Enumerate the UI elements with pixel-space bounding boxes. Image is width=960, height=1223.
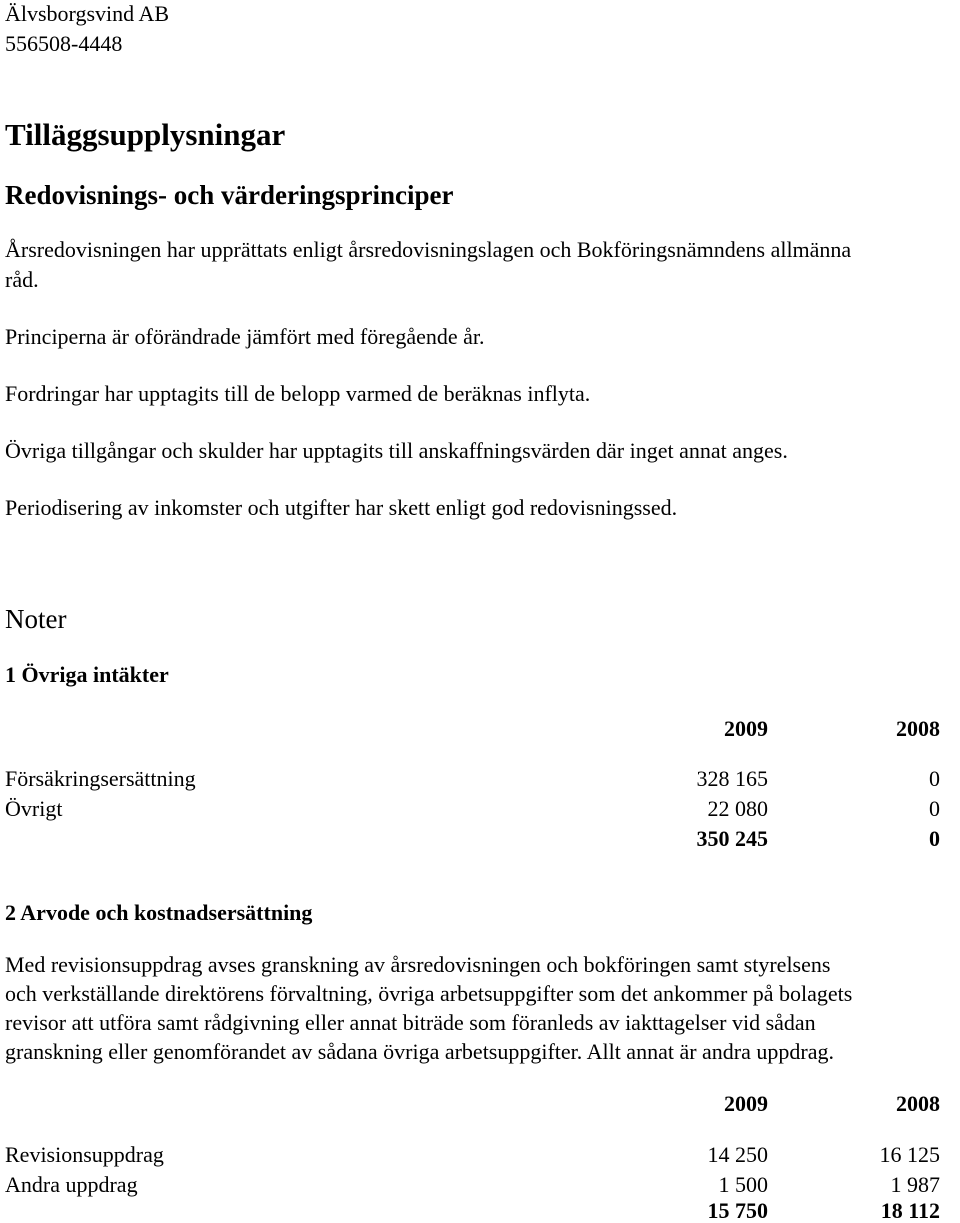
- note2-paragraph-line: revisor att utföra samt rådgivning eller annat biträde som föranleds av iakttagelser vid sådan: [5, 1010, 816, 1035]
- note1-row-value-2008: 0: [929, 766, 940, 791]
- principles-line-1: Årsredovisningen har upprättats enligt årsredovisningslagen och Bokföringsnämndens allmänna: [5, 237, 852, 262]
- note2-row-value-2009: 14 250: [707, 1142, 768, 1167]
- note1-row-value-2009: 328 165: [696, 766, 768, 791]
- note2-heading: 2 Arvode och kostnadsersättning: [5, 900, 313, 925]
- notes-heading: Noter: [5, 604, 67, 634]
- note2-row-value-2009: 1 500: [718, 1172, 768, 1197]
- note2-total-2008: 18 112: [880, 1198, 940, 1223]
- note1-col-2008: 2008: [896, 716, 940, 741]
- principles-line-2: Principerna är oförändrade jämfört med föregående år.: [5, 324, 485, 349]
- note1-row-label: Övrigt: [5, 796, 63, 821]
- page-title: Tilläggsupplysningar: [5, 117, 286, 152]
- note2-row-value-2008: 16 125: [879, 1142, 940, 1167]
- principles-heading: Redovisnings- och värderingsprinciper: [5, 180, 454, 210]
- note1-row-value-2008: 0: [929, 796, 940, 821]
- note1-row-label: Försäkringsersättning: [5, 766, 196, 791]
- note2-col-2009: 2009: [724, 1091, 768, 1116]
- principles-line-1b: råd.: [5, 267, 39, 292]
- principles-line-3: Fordringar har upptagits till de belopp varmed de beräknas inflyta.: [5, 381, 591, 406]
- note2-row-value-2008: 1 987: [890, 1172, 940, 1197]
- note2-total-2009: 15 750: [707, 1198, 768, 1223]
- note1-total-2008: 0: [929, 826, 940, 851]
- note1-col-2009: 2009: [724, 716, 768, 741]
- company-name: Älvsborgsvind AB: [5, 1, 170, 26]
- note1-row-value-2009: 22 080: [707, 796, 768, 821]
- note2-paragraph-line: Med revisionsuppdrag avses granskning av årsredovisningen och bokföringen samt styrelsens: [5, 952, 831, 977]
- principles-line-5: Periodisering av inkomster och utgifter har skett enligt god redovisningssed.: [5, 495, 678, 520]
- principles-line-4: Övriga tillgångar och skulder har upptagits till anskaffningsvärden där inget annat anges.: [5, 438, 788, 463]
- note1-total-2009: 350 245: [696, 826, 768, 851]
- note2-paragraph-line: granskning eller genomförandet av sådana övriga arbetsuppgifter. Allt annat är andra uppdrag.: [5, 1039, 834, 1064]
- note2-col-2008: 2008: [896, 1091, 940, 1116]
- org-number: 556508-4448: [5, 31, 123, 56]
- note2-paragraph-line: och verkställande direktörens förvaltning, övriga arbetsuppgifter som det ankommer på bolagets: [5, 981, 853, 1006]
- note2-row-label: Andra uppdrag: [5, 1172, 138, 1197]
- note1-heading: 1 Övriga intäkter: [5, 662, 169, 687]
- note2-row-label: Revisionsuppdrag: [5, 1142, 164, 1167]
